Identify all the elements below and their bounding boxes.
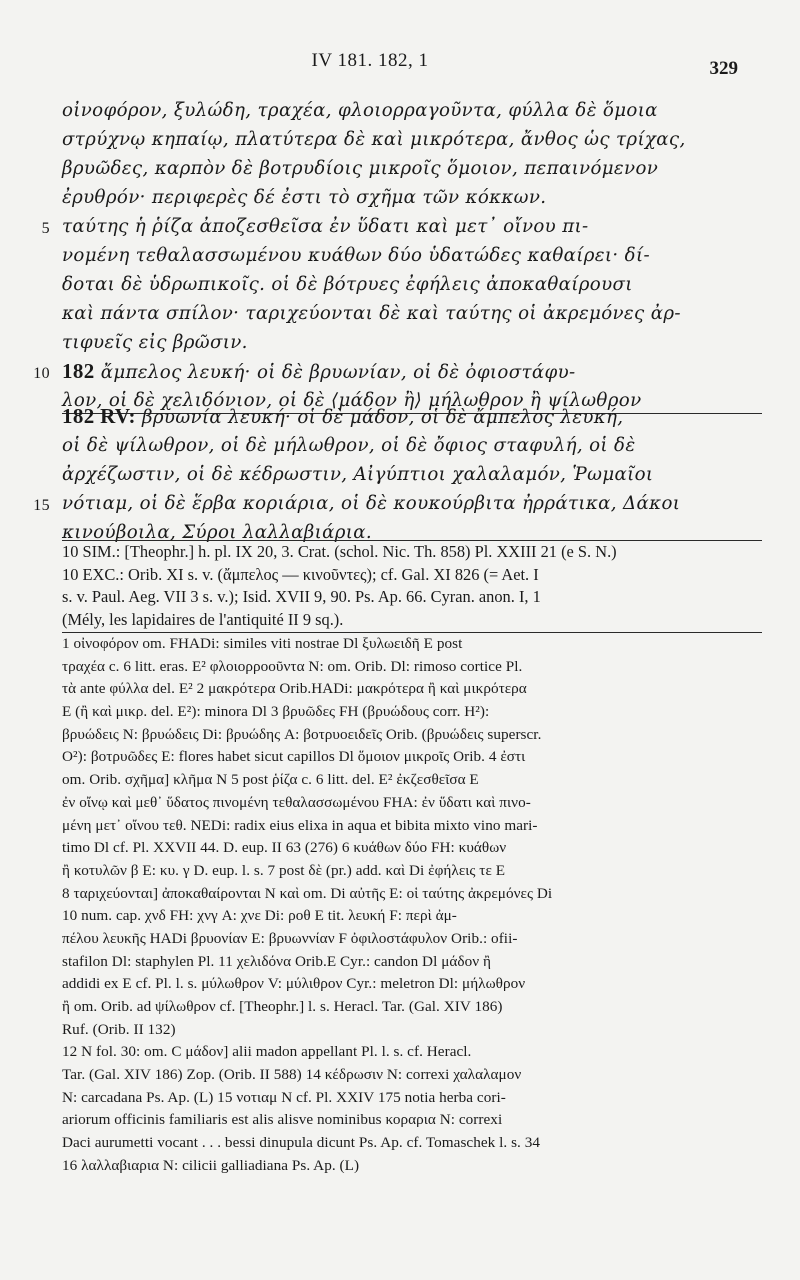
line-text: μένη μετ᾽ οἴνου τεθ. NEDi: radix eius elixa in aqua et bibita mixto vino mari- bbox=[62, 816, 538, 834]
text-line bbox=[62, 1155, 762, 1178]
line-text: om. Orib. σχῆμα] κλῆμα N 5 post ῥίζα c. 6 litt. del. E² ἐκζεσθεῖσα E bbox=[62, 771, 479, 789]
line-text: ἐρυθρόν· περιφερὲς δέ ἐστι τὸ σχῆμα τῶν κόκκων. bbox=[62, 187, 547, 208]
text-line bbox=[62, 1087, 762, 1110]
text-line bbox=[62, 1064, 762, 1087]
text-line bbox=[41, 212, 762, 241]
line-text: stafilon Dl: staphylen Pl. 11 χελιδόνα Orib.E Cyr.: candon Dl μάδον ἢ bbox=[62, 952, 492, 970]
line-text: s. v. Paul. Aeg. VII 3 s. v.); Isid. XVII 9, 90. Ps. Ap. 66. Cyran. anon. I, 1 bbox=[62, 587, 541, 606]
line-text: κινούβοιλα, Σύροι λαλλαβιάρια. bbox=[62, 522, 373, 543]
text-line bbox=[62, 678, 762, 701]
text-line bbox=[62, 837, 762, 860]
text-line bbox=[62, 815, 762, 838]
text-line bbox=[62, 1109, 762, 1132]
line-text: Tar. (Gal. XIV 186) Zop. (Orib. II 588) 14 κέδρωσιν N: correxi χαλαλαμον bbox=[62, 1066, 522, 1084]
line-text: 10 EXC.: Orib. XI s. v. (ἄμπελος — κινοῦντες); cf. Gal. XI 826 (= Aet. I bbox=[62, 564, 539, 584]
running-head bbox=[0, 46, 800, 79]
line-text: βρυωνία λευκή· οἱ δὲ μάδον, οἱ δὲ ἄμπελος λευκή, bbox=[142, 407, 624, 428]
line-text: ἐν οἴνῳ καὶ μεθ᾽ ὕδατος πινομένη τεθαλασσωμένου FHA: ἐν ὕδατι καὶ πινο- bbox=[62, 793, 531, 811]
text-line bbox=[62, 402, 762, 431]
line-text: δοται δὲ ὑδρωπικοῖς. οἱ δὲ βότρυες ἐφήλεις ἀποκαθαίρουσι bbox=[62, 274, 633, 295]
text-line bbox=[62, 701, 762, 724]
text-line bbox=[62, 633, 762, 656]
text-line bbox=[62, 860, 762, 883]
line-text: στρύχνῳ κηπαίῳ, πλατύτερα δὲ καὶ μικρότερα, ἄνθος ὡς τρίχας, bbox=[62, 129, 686, 150]
line-text: καὶ πάντα σπίλον· ταριχεύονται δὲ καὶ ταύτης οἱ ἀκρεμόνες ἀρ- bbox=[62, 303, 681, 324]
line-text: ἢ om. Orib. ad ψίλωθρον cf. [Theophr.] l. s. Heracl. Tar. (Gal. XIV 186) bbox=[62, 998, 503, 1015]
line-number: 15 bbox=[33, 497, 50, 514]
line-text: 1 οἰνοφόρον om. FHADi: similes viti nostrae Dl ξυλωειδῆ E post bbox=[62, 635, 463, 652]
line-text: 12 N fol. 30: om. C μάδον] alii madon appellant Pl. l. s. cf. Heracl. bbox=[62, 1043, 472, 1061]
text-line bbox=[33, 357, 762, 386]
text-line bbox=[62, 724, 762, 747]
line-text: βρυώδεις N: βρυώδεις Di: βρυώδης A: βοτρυοειδεῖς Orib. (βρυώδεις superscr. bbox=[62, 725, 542, 743]
line-text: λον, οἱ δὲ χελιδόνιον, οἱ δὲ ⟨μάδον ἢ⟩ μήλωθρον ἢ ψίλωθρον bbox=[62, 390, 642, 411]
line-text: ταύτης ἡ ῥίζα ἀποζεσθεῖσα ἐν ὕδατι καὶ μετ᾽ οἴνου πι- bbox=[62, 216, 589, 237]
text-line bbox=[62, 431, 762, 460]
text-line bbox=[62, 609, 762, 632]
text-line bbox=[62, 905, 762, 928]
line-text: N: carcadana Ps. Ap. (L) 15 νοτιαμ N cf. Pl. XXIV 175 notia herba cori- bbox=[62, 1088, 506, 1106]
line-text: 16 λαλλαβιαρια N: cilicii galliadiana Ps. Ap. (L) bbox=[62, 1156, 360, 1174]
running-head-title: IV 181. 182, 1 bbox=[311, 50, 429, 71]
text-line bbox=[62, 1019, 762, 1042]
line-text: τραχέα c. 6 litt. eras. E² φλοιορροοῦντα N: om. Orib. Dl: rimoso cortice Pl. bbox=[62, 657, 523, 675]
text-line bbox=[62, 769, 762, 792]
text-line bbox=[62, 96, 762, 125]
line-text: 10 SIM.: [Theophr.] h. pl. IX 20, 3. Crat. (schol. Nic. Th. 858) Pl. XXIII 21 (e S. N.) bbox=[62, 542, 617, 561]
section-label: 182 RV: bbox=[62, 404, 136, 428]
line-text: ἀρχέζωστιν, οἱ δὲ κέδρωστιν, Αἰγύπτιοι χαλαλαμόν, Ῥωμαῖοι bbox=[62, 464, 654, 485]
line-text: O²): βοτρυῶδες E: flores habet sicut capillos Dl ὅμοιον μικροῖς Orib. 4 ἐστι bbox=[62, 748, 526, 766]
line-text: πέλου λευκῆς HADi βρυονίαν E: βρυωννίαν F ὀφιλοστάφυλον Orib.: ofii- bbox=[62, 929, 518, 947]
text-line bbox=[62, 656, 762, 679]
line-number: 5 bbox=[41, 220, 50, 237]
text-line bbox=[62, 564, 762, 587]
text-line bbox=[62, 460, 762, 489]
text-line bbox=[62, 299, 762, 328]
text-line bbox=[62, 973, 762, 996]
line-text: ἄμπελος λευκή· οἱ δὲ βρυωνίαν, οἱ δὲ ὀφιοστάφυ- bbox=[100, 362, 576, 383]
line-text: (Mély, les lapidaires de l'antiquité II 9 sq.). bbox=[62, 609, 344, 629]
section-label: 182 bbox=[62, 359, 95, 383]
text-line bbox=[62, 270, 762, 299]
line-text: νομένη τεθαλασσωμένου κυάθων δύο ὑδατώδες καθαίρει· δί- bbox=[62, 245, 650, 266]
line-text: 8 ταριχεύονται] ἀποκαθαίρονται N καὶ om. Di αὐτῆς E: οἱ ταύτης ἀκρεμόνες Di bbox=[62, 884, 553, 902]
line-number: 10 bbox=[33, 365, 50, 382]
line-text: τὰ ante φύλλα del. E² 2 μακρότερα Orib.HADi: μακρότερα ἢ καὶ μικρότερα bbox=[62, 680, 527, 698]
line-text: οἱ δὲ ψίλωθρον, οἱ δὲ μήλωθρον, οἱ δὲ ὄφιος σταφυλή, οἱ δὲ bbox=[62, 435, 636, 456]
line-text: Ruf. (Orib. II 132) bbox=[62, 1020, 176, 1038]
line-text: ariorum officinis familiaris est alis alisve nominibus κοραρια N: correxi bbox=[62, 1111, 503, 1129]
page-number: 329 bbox=[709, 58, 738, 79]
apparatus-criticus bbox=[62, 633, 762, 1178]
text-line bbox=[62, 541, 762, 564]
section-182-rv bbox=[33, 402, 762, 547]
line-text: τιφυεῖς εἰς βρῶσιν. bbox=[62, 332, 248, 353]
text-line bbox=[62, 928, 762, 951]
line-text: addidi ex E cf. Pl. l. s. μύλωθρον V: μύλιθρον Cyr.: meletron Dl: μήλωθρον bbox=[62, 975, 526, 993]
text-line bbox=[62, 996, 762, 1019]
text-line bbox=[62, 746, 762, 769]
text-line bbox=[62, 792, 762, 815]
text-line bbox=[62, 183, 762, 212]
line-text: E (ἢ καὶ μικρ. del. E²): minora Dl 3 βρυῶδες FH (βρυώδους corr. H²): bbox=[62, 703, 490, 721]
text-line bbox=[62, 154, 762, 183]
text-line bbox=[62, 1132, 762, 1155]
text-line bbox=[62, 125, 762, 154]
text-line bbox=[62, 951, 762, 974]
text-line bbox=[62, 586, 762, 609]
line-text: βρυῶδες, καρπὸν δὲ βοτρυδίοις μικροῖς ὅμοιον, πεπαινόμενον bbox=[62, 158, 659, 179]
text-line bbox=[62, 883, 762, 906]
main-text bbox=[41, 96, 762, 357]
text-line bbox=[33, 489, 762, 518]
text-line bbox=[62, 328, 762, 357]
line-text: νότιαμ, οἱ δὲ ἕρβα κοριάρια, οἱ δὲ κουκούρβιτα ἠρράτικα, Δάκοι bbox=[62, 493, 681, 514]
line-text: οἰνοφόρον, ξυλώδη, τραχέα, φλοιορραγοῦντα, φύλλα δὲ ὅμοια bbox=[62, 100, 658, 121]
line-text: Daci aurumetti vocant . . . bessi dinupula dicunt Ps. Ap. cf. Tomaschek l. s. 34 bbox=[62, 1134, 541, 1152]
text-line bbox=[62, 1041, 762, 1064]
line-text: 10 num. cap. χνδ FH: χνγ A: χνε Di: ροθ E tit. λευκή F: περὶ ἀμ- bbox=[62, 907, 457, 925]
line-text: timo Dl cf. Pl. XXVII 44. D. eup. II 63 (276) 6 κυάθων δύο FH: κυάθων bbox=[62, 839, 507, 857]
line-text: ἢ κοτυλῶν β E: κυ. γ D. eup. l. s. 7 post δὲ (pr.) add. καὶ Di ἐφήλεις τε E bbox=[62, 861, 506, 879]
testimonia bbox=[62, 541, 762, 631]
text-line bbox=[62, 241, 762, 270]
